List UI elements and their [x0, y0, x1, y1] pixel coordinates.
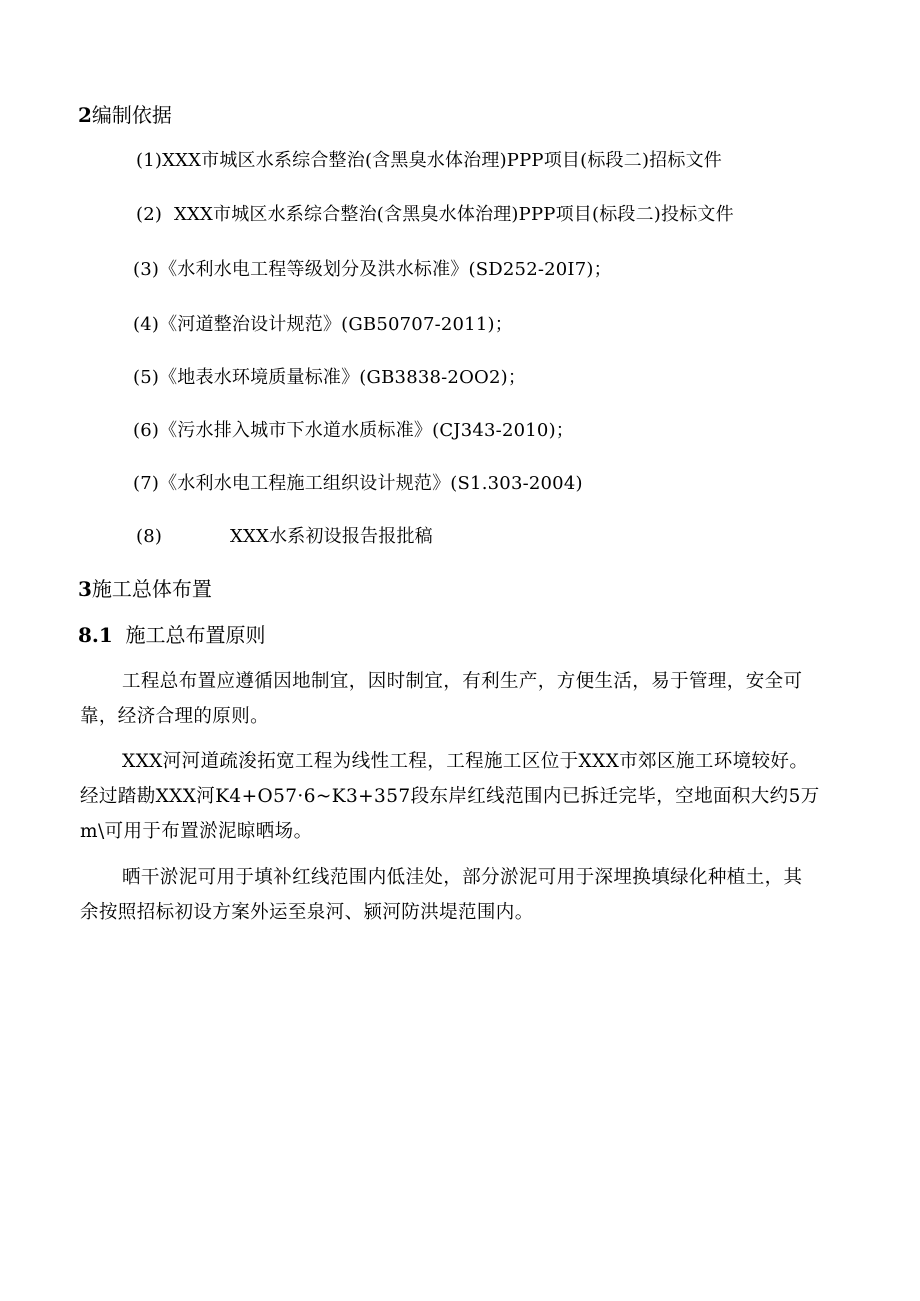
reference-item-2: [136, 203, 734, 227]
reference-item-5-text: 《地表水环境质量标准》(GB3838-2OO2)；: [159, 367, 527, 388]
paragraph-2-line-1: XXX河河道疏浚拓宽工程为线性工程，工程施工区位于XXX市郊区施工环境较好。: [122, 751, 809, 772]
reference-item-3: [133, 258, 612, 282]
reference-item-1-text: XXX市城区水系综合整治(含黑臭水体治理)PPP项目(标段二)招标文件: [162, 150, 722, 171]
paragraph-3-line-1: 晒干淤泥可用于填补红线范围内低洼处，部分淤泥可用于深埋换填绿化种植土，其: [122, 867, 803, 888]
section-3-title: 施工总体布置: [91, 577, 212, 601]
reference-item-8: [136, 525, 162, 549]
paragraph-1-line-2: 靠，经济合理的原则。: [80, 706, 270, 727]
section-3-heading: [78, 577, 212, 601]
section-2-number: 2: [78, 103, 92, 127]
reference-item-6: [133, 419, 574, 443]
section-8-1-number: 8.1: [78, 623, 113, 647]
reference-item-3-text: 《水利水电工程等级划分及洪水标准》(SD252-20I7)；: [159, 259, 612, 280]
section-2-title: 编制依据: [91, 103, 172, 127]
section-3-number: 3: [78, 577, 92, 601]
reference-item-4: [133, 313, 513, 337]
reference-item-7: [133, 472, 583, 496]
section-8-1-heading: [78, 623, 266, 647]
reference-item-7-label: (7): [133, 473, 160, 494]
paragraph-2-line-3: m\可用于布置淤泥晾晒场。: [80, 821, 313, 842]
reference-item-3-label: (3): [133, 259, 160, 280]
paragraph-2-line-2: 经过踏勘XXX河K4+O57·6~K3+357段东岸红线范围内已拆迁完毕，空地面积大约5万: [80, 786, 820, 807]
reference-item-6-text: 《污水排入城市下水道水质标准》(CJ343-2010)；: [159, 420, 574, 441]
reference-item-4-text: 《河道整治设计规范》(GB50707-2011)；: [159, 314, 513, 335]
reference-item-1: [136, 149, 722, 173]
reference-item-5-label: (5): [133, 367, 160, 388]
reference-item-8-text-wrap: [230, 525, 433, 549]
reference-item-5: [133, 366, 526, 390]
reference-item-6-label: (6): [133, 420, 160, 441]
reference-item-8-text: XXX水系初设报告报批稿: [230, 526, 433, 547]
paragraph-3-line-2: 余按照招标初设方案外运至泉河、颍河防洪堤范围内。: [80, 902, 534, 923]
paragraph-1-line-1: 工程总布置应遵循因地制宜，因时制宜，有利生产，方便生活，易于管理，安全可: [122, 671, 803, 692]
section-8-1-title: 施工总布置原则: [125, 623, 266, 647]
reference-item-8-label: (8): [136, 526, 163, 547]
section-2-heading: [78, 103, 172, 127]
reference-item-4-label: (4): [133, 314, 160, 335]
reference-item-7-text: 《水利水电工程施工组织设计规范》(S1.303-2004): [159, 473, 583, 494]
reference-item-1-label: (1): [136, 150, 163, 171]
reference-item-2-text: XXX市城区水系综合整治(含黑臭水体治理)PPP项目(标段二)投标文件: [173, 204, 734, 225]
reference-item-2-label: (2): [136, 204, 163, 225]
